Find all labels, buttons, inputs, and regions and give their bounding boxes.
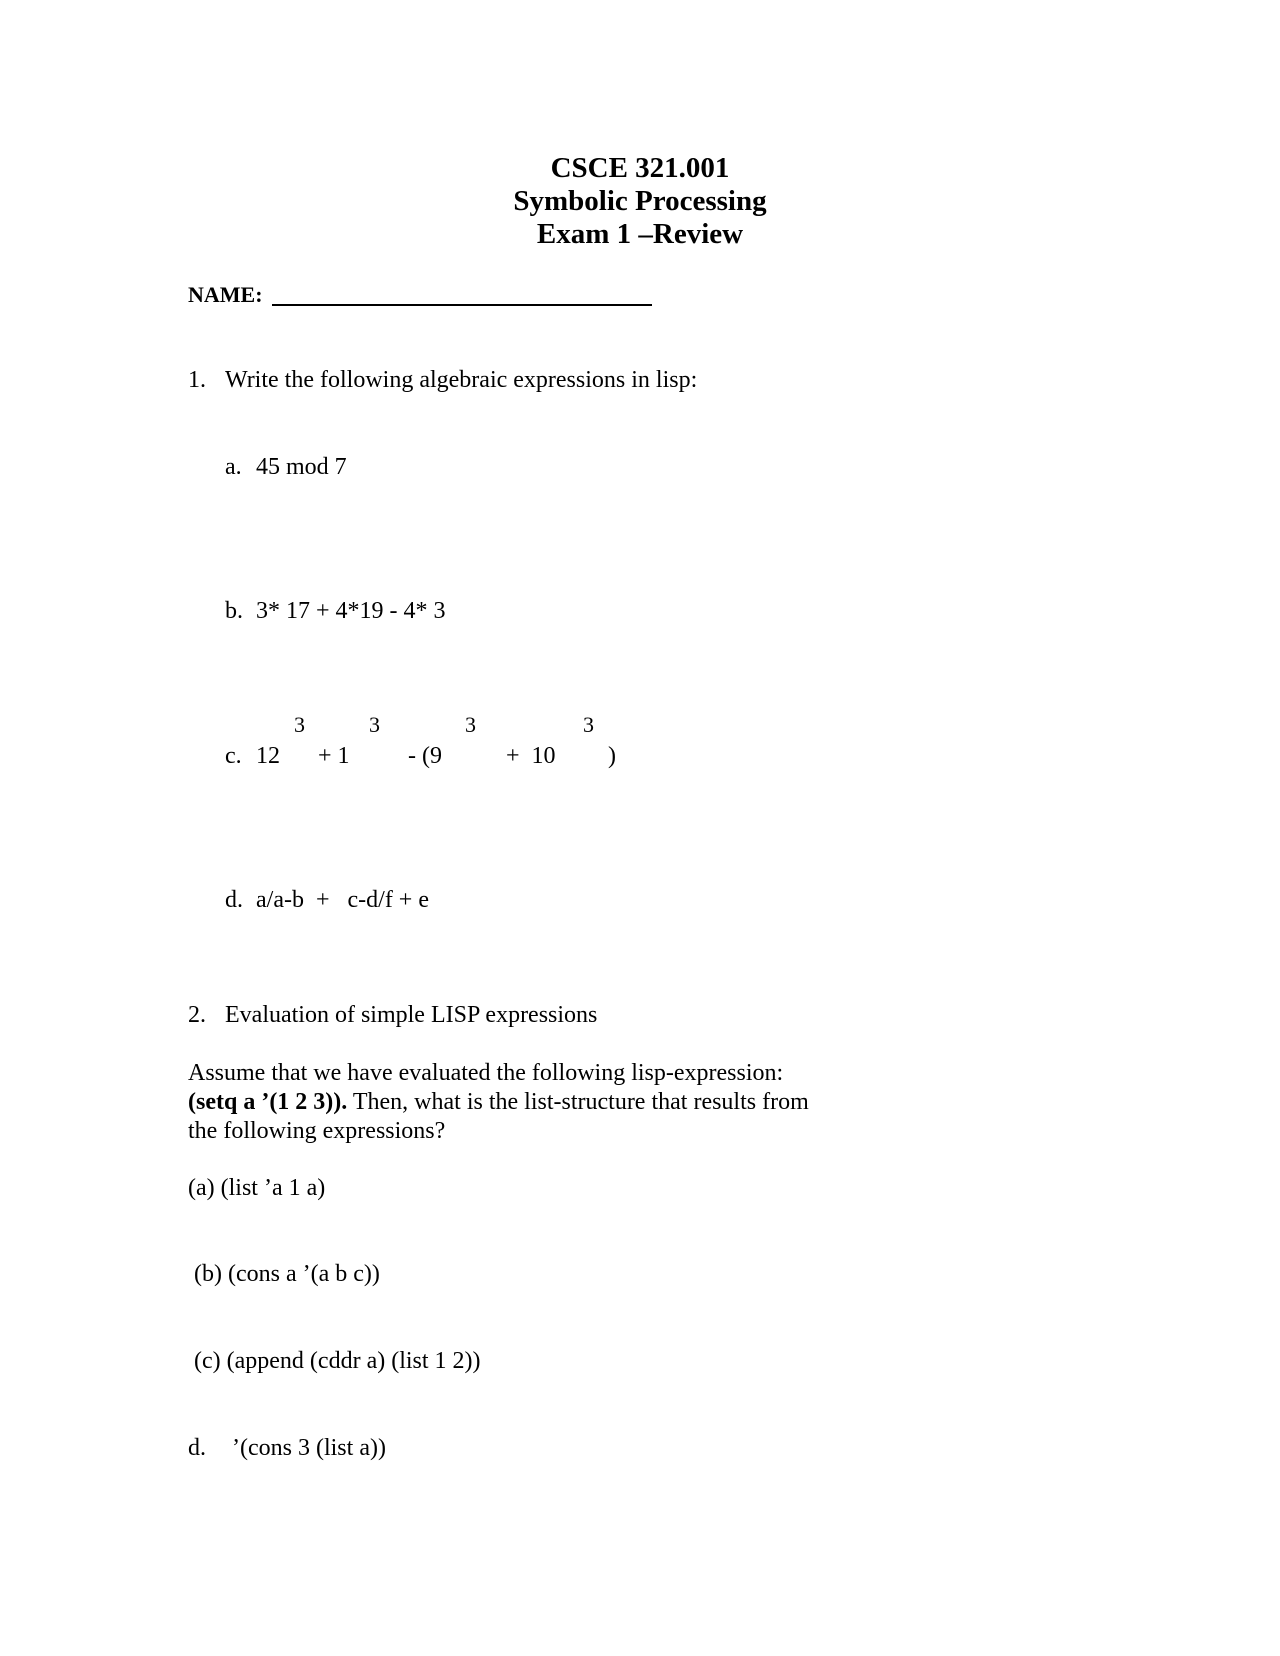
question-2-number: 2. [188,1002,206,1028]
q1-item-c-exponent-4: 3 [583,712,594,737]
q1-item-a-expr: 45 mod 7 [256,454,347,480]
q1-item-c-part-2: + 1 [318,743,350,769]
question-2-prompt: Evaluation of simple LISP expressions [225,1002,598,1028]
question-2-intro-line-3: the following expressions? [188,1118,446,1144]
q1-item-b-expr: 3* 17 + 4*19 - 4* 3 [256,598,446,624]
q2-item-d-marker: d. [188,1435,206,1461]
q1-item-c-part-3: - (9 [408,743,442,769]
q2-item-a: (a) (list ’a 1 a) [188,1175,326,1201]
question-2-intro-line-1: Assume that we have evaluated the following lisp-expression: [188,1060,784,1086]
q1-item-c-exponent-3: 3 [465,712,476,737]
question-2-intro-line-2 [188,1090,809,1114]
q2-item-c: (c) (append (cddr a) (list 1 2)) [194,1348,481,1374]
question-1-number: 1. [188,367,206,393]
q1-item-c-part-4: + 10 [506,743,556,769]
q1-item-c-part-5: ) [608,743,616,769]
exam-title: Exam 1 –Review [536,218,744,250]
q2-item-b: (b) (cons a ’(a b c)) [194,1261,380,1287]
q1-item-c-part-1: 12 [256,743,280,769]
course-subject: Symbolic Processing [513,185,767,217]
q1-item-c-exponent-1: 3 [294,712,305,737]
q1-item-d-expr: a/a-b + c-d/f + e [256,887,429,913]
q1-item-c-marker: c. [225,743,242,769]
q2-item-d-text: ’(cons 3 (list a)) [232,1435,386,1461]
q1-item-a-marker: a. [225,454,242,480]
name-blank-line [272,304,652,306]
course-code: CSCE 321.001 [550,152,730,184]
setq-expression: (setq a ’(1 2 3)). [188,1089,348,1115]
q1-item-b-marker: b. [225,598,243,624]
q1-item-c-exponent-2: 3 [369,712,380,737]
question-1-prompt: Write the following algebraic expressions in lisp: [225,367,698,393]
question-2-intro-line-2-rest: Then, what is the list-structure that results from [347,1089,809,1115]
name-label: NAME: [188,282,263,307]
q1-item-d-marker: d. [225,887,243,913]
